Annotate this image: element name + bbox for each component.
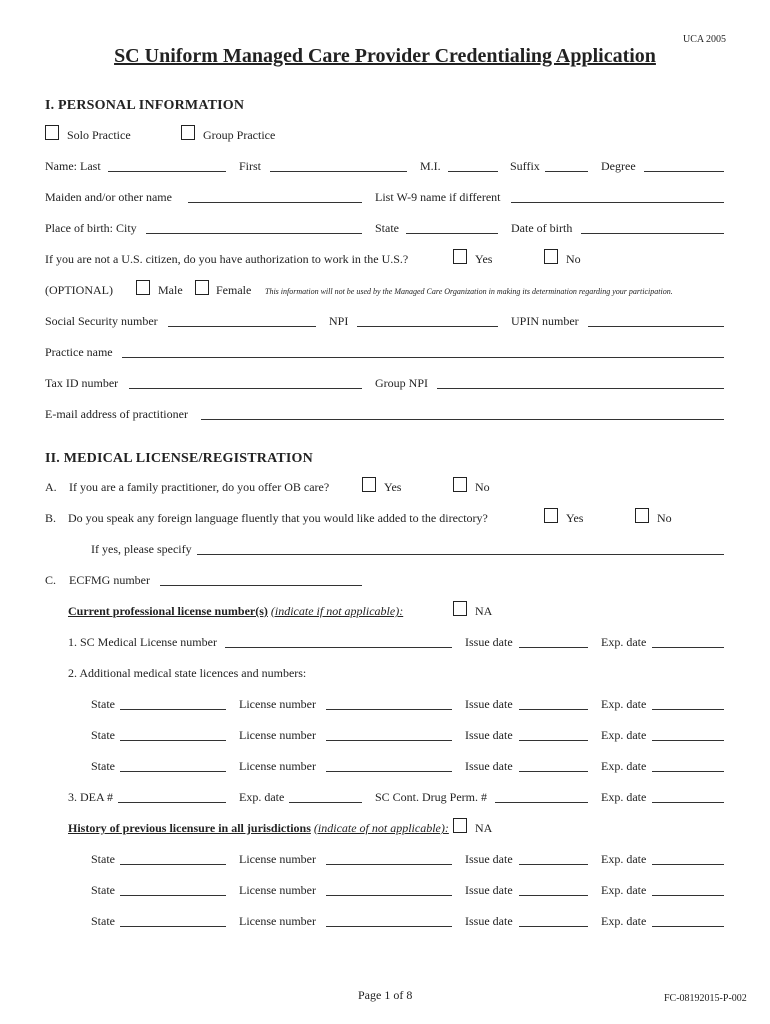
history-licensure-heading: History of previous licensure in all jurisdictions (indicate of not applicable): (68, 821, 449, 835)
ssn-field[interactable] (168, 326, 316, 327)
female-checkbox[interactable] (195, 280, 209, 295)
state-field[interactable] (120, 709, 226, 710)
ob-care-yes-label: Yes (384, 480, 402, 494)
citizenship-question: If you are not a U.S. citizen, do you have authorization to work in the U.S.? (45, 252, 409, 266)
citizen-no-label: No (566, 252, 581, 266)
form-code: UCA 2005 (683, 34, 727, 45)
sc-license-field[interactable] (225, 647, 452, 648)
additional-licenses-label: 2. Additional medical state licences and numbers: (68, 666, 307, 680)
suffix-label: Suffix (510, 159, 540, 173)
group-practice-checkbox[interactable] (181, 125, 195, 140)
language-yes-label: Yes (566, 511, 584, 525)
degree-field[interactable] (644, 171, 724, 172)
ob-care-no-label: No (475, 480, 490, 494)
birth-state-label: State (375, 221, 399, 235)
page-number: Page 1 of 8 (358, 988, 413, 1002)
dea-field[interactable] (118, 802, 226, 803)
state-label: State (91, 852, 115, 866)
sc-cont-exp-date-label: Exp. date (601, 790, 647, 804)
maiden-name-label: Maiden and/or other name (45, 190, 172, 204)
male-checkbox[interactable] (136, 280, 150, 295)
license-number-label: License number (239, 883, 316, 897)
issue-date-field[interactable] (519, 771, 588, 772)
license-number-label: License number (239, 759, 316, 773)
license-number-label: License number (239, 697, 316, 711)
footer-form-code: FC-08192015-P-002 (664, 993, 747, 1004)
first-name-label: First (239, 159, 262, 173)
exp-date-label: Exp. date (601, 883, 647, 897)
language-yes-checkbox[interactable] (544, 508, 558, 523)
npi-field[interactable] (357, 326, 498, 327)
state-label: State (91, 883, 115, 897)
issue-date-field[interactable] (519, 864, 588, 865)
language-specify-field[interactable] (197, 554, 724, 555)
current-license-na-checkbox[interactable] (453, 601, 467, 616)
issue-date-label: Issue date (465, 883, 513, 897)
current-license-heading: Current professional license number(s) (indicate if not applicable): (68, 604, 404, 618)
date-of-birth-label: Date of birth (511, 221, 573, 235)
state-field[interactable] (120, 895, 226, 896)
degree-label: Degree (601, 159, 636, 173)
solo-practice-label: Solo Practice (67, 128, 131, 142)
license-number-label: License number (239, 728, 316, 742)
ob-care-no-checkbox[interactable] (453, 477, 467, 492)
issue-date-field[interactable] (519, 895, 588, 896)
section-heading-license: II. MEDICAL LICENSE/REGISTRATION (45, 451, 313, 466)
state-label: State (91, 697, 115, 711)
middle-initial-label: M.I. (420, 159, 441, 173)
license-number-field[interactable] (326, 895, 452, 896)
license-number-field[interactable] (326, 709, 452, 710)
exp-date-field[interactable] (652, 926, 724, 927)
current-license-na-label: NA (475, 604, 493, 618)
ob-care-question: If you are a family practitioner, do you offer OB care? (69, 480, 330, 494)
upin-label: UPIN number (511, 314, 579, 328)
dea-label: 3. DEA # (68, 790, 113, 804)
state-label: State (91, 728, 115, 742)
license-number-label: License number (239, 914, 316, 928)
male-label: Male (158, 283, 183, 297)
language-specify-label: If yes, please specify (91, 542, 192, 556)
gender-disclaimer: This information will not be used by the Managed Care Organization in making its determination regarding your participation. (265, 287, 673, 296)
sc-issue-date-label: Issue date (465, 635, 513, 649)
dea-exp-date-label: Exp. date (239, 790, 285, 804)
tax-id-field[interactable] (129, 388, 362, 389)
language-question: Do you speak any foreign language fluently that you would like added to the directory? (68, 511, 488, 525)
date-of-birth-field[interactable] (581, 233, 724, 234)
solo-practice-checkbox[interactable] (45, 125, 59, 140)
exp-date-field[interactable] (652, 771, 724, 772)
sc-cont-exp-date-field[interactable] (652, 802, 724, 803)
birth-city-label: Place of birth: City (45, 221, 137, 235)
dea-exp-date-field[interactable] (289, 802, 362, 803)
exp-date-label: Exp. date (601, 759, 647, 773)
section-heading-personal: I. PERSONAL INFORMATION (45, 98, 245, 113)
sc-cont-drug-label: SC Cont. Drug Perm. # (375, 790, 488, 804)
license-number-field[interactable] (326, 864, 452, 865)
exp-date-label: Exp. date (601, 728, 647, 742)
maiden-name-field[interactable] (188, 202, 362, 203)
ecfmg-field[interactable] (160, 585, 362, 586)
license-number-field[interactable] (326, 740, 452, 741)
first-name-field[interactable] (270, 171, 407, 172)
sc-license-label: 1. SC Medical License number (68, 635, 217, 649)
sc-issue-date-field[interactable] (519, 647, 588, 648)
last-name-label: Name: Last (45, 159, 101, 173)
npi-label: NPI (329, 314, 349, 328)
issue-date-field[interactable] (519, 926, 588, 927)
language-no-label: No (657, 511, 672, 525)
issue-date-label: Issue date (465, 914, 513, 928)
suffix-field[interactable] (545, 171, 588, 172)
state-label: State (91, 914, 115, 928)
question-b-letter: B. (45, 511, 57, 525)
state-field[interactable] (120, 864, 226, 865)
ecfmg-label: ECFMG number (69, 573, 150, 587)
email-label: E-mail address of practitioner (45, 407, 188, 421)
group-npi-field[interactable] (437, 388, 724, 389)
exp-date-field[interactable] (652, 709, 724, 710)
w9-name-field[interactable] (511, 202, 724, 203)
w9-name-label: List W-9 name if different (375, 190, 501, 204)
birth-state-field[interactable] (406, 233, 498, 234)
optional-label: (OPTIONAL) (45, 283, 113, 297)
issue-date-field[interactable] (519, 740, 588, 741)
birth-city-field[interactable] (146, 233, 362, 234)
state-field[interactable] (120, 926, 226, 927)
middle-initial-field[interactable] (448, 171, 498, 172)
license-number-label: License number (239, 852, 316, 866)
license-number-field[interactable] (326, 771, 452, 772)
question-a-letter: A. (45, 480, 57, 494)
page-title: SC Uniform Managed Care Provider Credentialing Application (114, 45, 656, 67)
exp-date-label: Exp. date (601, 914, 647, 928)
upin-field[interactable] (588, 326, 724, 327)
female-label: Female (216, 283, 252, 297)
citizen-yes-label: Yes (475, 252, 493, 266)
history-na-label: NA (475, 821, 493, 835)
citizen-no-checkbox[interactable] (544, 249, 558, 264)
sc-exp-date-field[interactable] (652, 647, 724, 648)
group-npi-label: Group NPI (375, 376, 428, 390)
issue-date-label: Issue date (465, 852, 513, 866)
exp-date-label: Exp. date (601, 852, 647, 866)
tax-id-label: Tax ID number (45, 376, 119, 390)
ob-care-yes-checkbox[interactable] (362, 477, 376, 492)
language-no-checkbox[interactable] (635, 508, 649, 523)
ssn-label: Social Security number (45, 314, 158, 328)
issue-date-field[interactable] (519, 709, 588, 710)
practice-name-field[interactable] (122, 357, 724, 358)
state-field[interactable] (120, 771, 226, 772)
sc-exp-date-label: Exp. date (601, 635, 647, 649)
exp-date-label: Exp. date (601, 697, 647, 711)
issue-date-label: Issue date (465, 697, 513, 711)
license-number-field[interactable] (326, 926, 452, 927)
exp-date-field[interactable] (652, 895, 724, 896)
group-practice-label: Group Practice (203, 128, 276, 142)
sc-cont-drug-field[interactable] (495, 802, 588, 803)
issue-date-label: Issue date (465, 728, 513, 742)
exp-date-field[interactable] (652, 864, 724, 865)
practice-name-label: Practice name (45, 345, 113, 359)
exp-date-field[interactable] (652, 740, 724, 741)
state-field[interactable] (120, 740, 226, 741)
last-name-field[interactable] (108, 171, 226, 172)
history-na-checkbox[interactable] (453, 818, 467, 833)
state-label: State (91, 759, 115, 773)
issue-date-label: Issue date (465, 759, 513, 773)
citizen-yes-checkbox[interactable] (453, 249, 467, 264)
email-field[interactable] (201, 419, 724, 420)
question-c-letter: C. (45, 573, 57, 587)
